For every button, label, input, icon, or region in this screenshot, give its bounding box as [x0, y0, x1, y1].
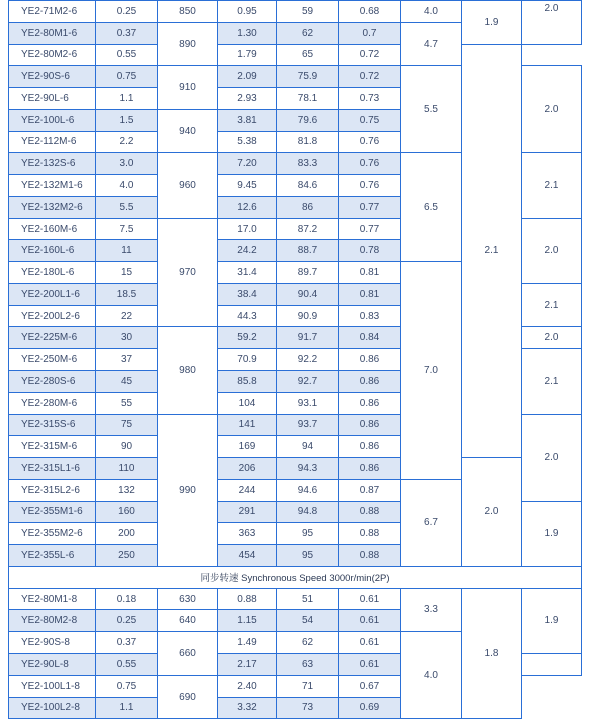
power-factor: 0.7 [339, 22, 401, 44]
power-factor: 0.86 [339, 414, 401, 436]
power-kw: 15 [96, 262, 158, 284]
power-kw: 45 [96, 371, 158, 393]
rated-current: 44.3 [218, 305, 277, 327]
rated-current: 17.0 [218, 218, 277, 240]
efficiency: 63 [277, 653, 339, 675]
motor-model: YE2-80M1-8 [9, 588, 96, 610]
motor-model: YE2-250M-6 [9, 349, 96, 371]
efficiency: 92.7 [277, 371, 339, 393]
rated-speed: 690 [158, 675, 218, 719]
rated-speed: 940 [158, 109, 218, 153]
power-factor: 0.81 [339, 283, 401, 305]
power-kw: 7.5 [96, 218, 158, 240]
power-kw: 0.18 [96, 588, 158, 610]
power-kw: 3.0 [96, 153, 158, 175]
rated-current: 1.15 [218, 610, 277, 632]
power-factor: 0.67 [339, 675, 401, 697]
rated-current: 363 [218, 523, 277, 545]
starting-current-ratio: 6.7 [401, 479, 462, 566]
power-factor: 0.76 [339, 153, 401, 175]
max-torque-ratio: 1.9 [522, 588, 582, 653]
motor-model: YE2-100L-6 [9, 109, 96, 131]
power-factor: 0.75 [339, 109, 401, 131]
efficiency: 92.2 [277, 349, 339, 371]
power-factor: 0.88 [339, 545, 401, 567]
power-factor: 0.83 [339, 305, 401, 327]
starting-current-ratio: 4.0 [401, 1, 462, 23]
power-factor: 0.76 [339, 131, 401, 153]
power-kw: 132 [96, 479, 158, 501]
power-factor: 0.84 [339, 327, 401, 349]
power-factor: 0.86 [339, 436, 401, 458]
table-row [9, 1, 582, 23]
power-factor: 0.68 [339, 1, 401, 23]
power-kw: 2.2 [96, 131, 158, 153]
power-factor: 0.61 [339, 632, 401, 654]
efficiency: 62 [277, 22, 339, 44]
table-row [9, 458, 582, 480]
motor-spec-table-wrap [8, 0, 582, 719]
motor-model: YE2-80M1-6 [9, 22, 96, 44]
motor-model: YE2-160M-6 [9, 218, 96, 240]
power-kw: 18.5 [96, 283, 158, 305]
efficiency: 59 [277, 1, 339, 23]
motor-model: YE2-315L1-6 [9, 458, 96, 480]
table-row [9, 44, 582, 66]
power-factor: 0.78 [339, 240, 401, 262]
motor-model: YE2-355M1-6 [9, 501, 96, 523]
motor-model: YE2-200L2-6 [9, 305, 96, 327]
motor-model: YE2-315S-6 [9, 414, 96, 436]
rated-current: 1.79 [218, 44, 277, 66]
motor-model: YE2-200L1-6 [9, 283, 96, 305]
motor-model: YE2-355M2-6 [9, 523, 96, 545]
power-factor: 0.72 [339, 66, 401, 88]
efficiency: 94.6 [277, 479, 339, 501]
max-torque-ratio: 2.0 [522, 1, 582, 45]
rated-current: 1.49 [218, 632, 277, 654]
efficiency: 93.1 [277, 392, 339, 414]
power-kw: 0.75 [96, 675, 158, 697]
motor-model: YE2-71M2-6 [9, 1, 96, 23]
rated-speed: 660 [158, 632, 218, 676]
power-kw: 0.37 [96, 22, 158, 44]
starting-torque-ratio: 2.0 [522, 414, 582, 501]
rated-speed: 850 [158, 1, 218, 23]
power-factor: 0.81 [339, 262, 401, 284]
max-torque-ratio: 2.1 [462, 44, 522, 458]
motor-model: YE2-225M-6 [9, 327, 96, 349]
power-kw: 200 [96, 523, 158, 545]
efficiency: 81.8 [277, 131, 339, 153]
efficiency: 95 [277, 545, 339, 567]
rated-current: 2.93 [218, 88, 277, 110]
rated-current: 0.95 [218, 1, 277, 23]
power-kw: 5.5 [96, 196, 158, 218]
power-kw: 22 [96, 305, 158, 327]
power-kw: 37 [96, 349, 158, 371]
rated-current: 1.30 [218, 22, 277, 44]
rated-current: 206 [218, 458, 277, 480]
starting-torque-ratio: 2.0 [522, 218, 582, 283]
efficiency: 94.8 [277, 501, 339, 523]
rated-speed: 630 [158, 588, 218, 610]
motor-model: YE2-280S-6 [9, 371, 96, 393]
efficiency: 54 [277, 610, 339, 632]
starting-torque-ratio: 1.9 [462, 1, 522, 45]
power-factor: 0.87 [339, 479, 401, 501]
starting-torque-ratio: 1.8 [462, 588, 522, 719]
motor-model: YE2-80M2-8 [9, 610, 96, 632]
motor-model: YE2-90S-6 [9, 66, 96, 88]
rated-current: 5.38 [218, 131, 277, 153]
power-factor: 0.86 [339, 349, 401, 371]
power-kw: 250 [96, 545, 158, 567]
motor-model: YE2-132M2-6 [9, 196, 96, 218]
efficiency: 62 [277, 632, 339, 654]
efficiency: 73 [277, 697, 339, 719]
efficiency: 90.4 [277, 283, 339, 305]
efficiency: 79.6 [277, 109, 339, 131]
efficiency: 91.7 [277, 327, 339, 349]
efficiency: 93.7 [277, 414, 339, 436]
starting-torque-ratio: 2.1 [522, 283, 582, 327]
power-kw: 11 [96, 240, 158, 262]
rated-current: 9.45 [218, 175, 277, 197]
rated-current: 291 [218, 501, 277, 523]
power-kw: 30 [96, 327, 158, 349]
power-kw: 0.25 [96, 1, 158, 23]
motor-model: YE2-100L2-8 [9, 697, 96, 719]
power-kw: 110 [96, 458, 158, 480]
power-kw: 0.37 [96, 632, 158, 654]
motor-model: YE2-80M2-6 [9, 44, 96, 66]
max-torque-ratio: 2.0 [462, 458, 522, 567]
power-factor: 0.61 [339, 588, 401, 610]
rated-speed: 980 [158, 327, 218, 414]
motor-spec-table [8, 0, 582, 719]
starting-current-ratio: 7.0 [401, 262, 462, 480]
power-factor: 0.86 [339, 371, 401, 393]
efficiency: 86 [277, 196, 339, 218]
motor-model: YE2-160L-6 [9, 240, 96, 262]
rated-current: 85.8 [218, 371, 277, 393]
starting-current-ratio: 3.3 [401, 588, 462, 632]
motor-model: YE2-355L-6 [9, 545, 96, 567]
rated-current: 169 [218, 436, 277, 458]
power-factor: 0.88 [339, 523, 401, 545]
starting-torque-ratio: 2.0 [522, 66, 582, 153]
motor-model: YE2-315M-6 [9, 436, 96, 458]
rated-current: 2.40 [218, 675, 277, 697]
power-factor: 0.73 [339, 88, 401, 110]
power-kw: 4.0 [96, 175, 158, 197]
starting-torque-ratio: 1.9 [522, 501, 582, 566]
power-kw: 55 [96, 392, 158, 414]
section-header: 同步转速 Synchronous Speed 3000r/min(2P) [9, 566, 582, 588]
power-factor: 0.72 [339, 44, 401, 66]
rated-speed: 640 [158, 610, 218, 632]
rated-current: 12.6 [218, 196, 277, 218]
rated-speed: 970 [158, 218, 218, 327]
power-factor: 0.61 [339, 610, 401, 632]
power-factor: 0.61 [339, 653, 401, 675]
power-kw: 90 [96, 436, 158, 458]
starting-current-ratio: 5.5 [401, 66, 462, 153]
power-factor: 0.77 [339, 196, 401, 218]
rated-speed: 910 [158, 66, 218, 110]
rated-current: 59.2 [218, 327, 277, 349]
rated-current: 104 [218, 392, 277, 414]
motor-model: YE2-90L-6 [9, 88, 96, 110]
power-factor: 0.69 [339, 697, 401, 719]
rated-current: 141 [218, 414, 277, 436]
rated-speed: 890 [158, 22, 218, 66]
motor-model: YE2-90L-8 [9, 653, 96, 675]
power-factor: 0.86 [339, 458, 401, 480]
efficiency: 94.3 [277, 458, 339, 480]
power-kw: 1.5 [96, 109, 158, 131]
motor-model: YE2-180L-6 [9, 262, 96, 284]
efficiency: 89.7 [277, 262, 339, 284]
starting-torque-ratio: 2.1 [522, 349, 582, 414]
efficiency: 94 [277, 436, 339, 458]
efficiency: 95 [277, 523, 339, 545]
starting-torque-ratio: 2.1 [522, 153, 582, 218]
motor-model: YE2-90S-8 [9, 632, 96, 654]
rated-speed: 990 [158, 414, 218, 566]
motor-model: YE2-100L1-8 [9, 675, 96, 697]
power-kw: 0.55 [96, 44, 158, 66]
starting-torque-ratio: 2.0 [522, 327, 582, 349]
efficiency: 71 [277, 675, 339, 697]
power-kw: 0.55 [96, 653, 158, 675]
power-kw: 0.25 [96, 610, 158, 632]
motor-model: YE2-132S-6 [9, 153, 96, 175]
starting-current-ratio: 6.5 [401, 153, 462, 262]
efficiency: 65 [277, 44, 339, 66]
rated-speed: 960 [158, 153, 218, 218]
motor-model: YE2-280M-6 [9, 392, 96, 414]
starting-current-ratio: 4.7 [401, 22, 462, 66]
efficiency: 84.6 [277, 175, 339, 197]
power-kw: 1.1 [96, 697, 158, 719]
rated-current: 7.20 [218, 153, 277, 175]
motor-model: YE2-112M-6 [9, 131, 96, 153]
rated-current: 3.32 [218, 697, 277, 719]
efficiency: 90.9 [277, 305, 339, 327]
rated-current: 244 [218, 479, 277, 501]
motor-model: YE2-132M1-6 [9, 175, 96, 197]
rated-current: 38.4 [218, 283, 277, 305]
efficiency: 83.3 [277, 153, 339, 175]
power-factor: 0.77 [339, 218, 401, 240]
efficiency: 51 [277, 588, 339, 610]
rated-current: 3.81 [218, 109, 277, 131]
rated-current: 454 [218, 545, 277, 567]
efficiency: 75.9 [277, 66, 339, 88]
rated-current: 2.09 [218, 66, 277, 88]
rated-current: 70.9 [218, 349, 277, 371]
power-kw: 0.75 [96, 66, 158, 88]
rated-current: 31.4 [218, 262, 277, 284]
max-torque-ratio [522, 653, 582, 675]
power-factor: 0.88 [339, 501, 401, 523]
section-header-row [9, 566, 582, 588]
efficiency: 87.2 [277, 218, 339, 240]
rated-current: 0.88 [218, 588, 277, 610]
motor-spec-table-body [9, 1, 582, 719]
motor-model: YE2-315L2-6 [9, 479, 96, 501]
power-kw: 75 [96, 414, 158, 436]
power-kw: 1.1 [96, 88, 158, 110]
efficiency: 88.7 [277, 240, 339, 262]
rated-current: 2.17 [218, 653, 277, 675]
power-factor: 0.86 [339, 392, 401, 414]
starting-current-ratio: 4.0 [401, 632, 462, 719]
power-kw: 160 [96, 501, 158, 523]
efficiency: 78.1 [277, 88, 339, 110]
table-row [9, 588, 582, 610]
power-factor: 0.76 [339, 175, 401, 197]
rated-current: 24.2 [218, 240, 277, 262]
